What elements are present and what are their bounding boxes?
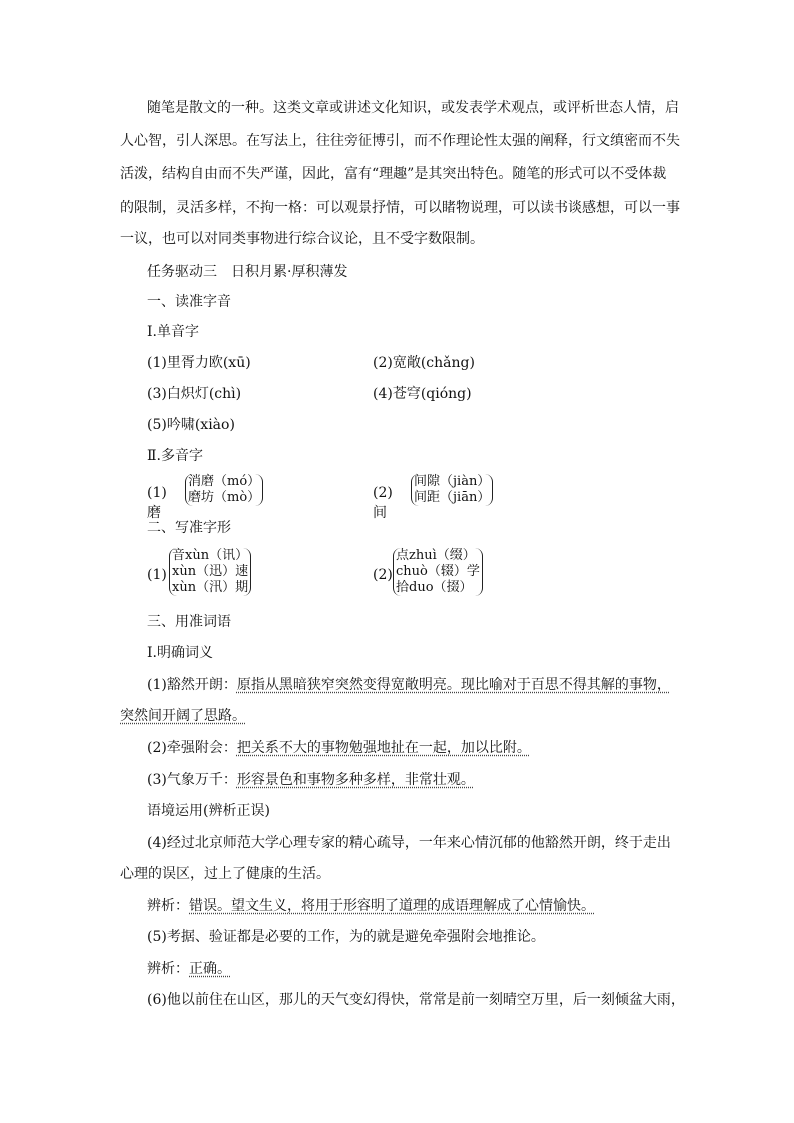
multi-reading-1-a: 消磨（mó） — [188, 474, 261, 489]
single-item-5: (5)吟啸(xiào) — [147, 417, 235, 433]
definition-3 — [147, 770, 475, 790]
intro-line-4: 的限制，灵活多样，不拘一格：可以观景抒情，可以睹物说理，可以读书谈感想，可以一事 — [120, 200, 680, 216]
answer-4 — [147, 896, 595, 916]
section-3-sub-meaning: Ⅰ.明确词义 — [147, 645, 213, 661]
definition-3-body: 形容景色和事物多种多样，非常壮观。 — [236, 772, 475, 788]
multi-reading-1-brace — [185, 474, 263, 506]
definition-2 — [147, 738, 531, 758]
single-item-2: (2)宽敞(chǎng) — [373, 355, 475, 371]
glyph-group-2-brace — [393, 548, 483, 596]
answer-4-label: 辨析： — [147, 898, 189, 914]
single-item-4: (4)苍穹(qióng) — [373, 386, 472, 402]
answer-4-body: 错误。望文生义，将用于形容明了道理的成语理解成了心情愉快。 — [189, 898, 595, 914]
section-2-title: 二、写准字形 — [147, 520, 231, 536]
definition-1-body: 原指从黑暗狭窄突然变得宽敞明亮。现比喻对于百思不得其解的事物， — [236, 677, 671, 693]
answer-5 — [147, 959, 231, 979]
single-item-1: (1)里胥力欧(xū) — [147, 355, 251, 371]
definition-1-body-cont: 突然间开阔了思路。 — [120, 708, 246, 724]
definition-1-term: (1)豁然开朗： — [147, 677, 237, 693]
multi-reading-2-brace — [411, 474, 493, 506]
multi-reading-2-a: 间隙（jiàn） — [414, 474, 491, 489]
intro-line-2: 人心智，引人深思。在写法上，往往旁征博引，而不作理论性太强的阐释，行文缜密而不失 — [120, 133, 680, 149]
multi-reading-2-label: (2)间 — [373, 485, 393, 521]
question-6: (6)他以前住在山区，那儿的天气变幻得快，常常是前一刻晴空万里，后一刻倾盆大雨， — [147, 992, 685, 1008]
glyph-group-1-label: (1) — [147, 567, 167, 583]
section-3-title: 三、用准词语 — [147, 614, 231, 630]
question-4-cont: 心理的误区，过上了健康的生活。 — [120, 866, 330, 882]
context-usage-title: 语境运用(辨析正误) — [147, 803, 270, 819]
glyph-group-1-brace — [169, 548, 251, 596]
intro-line-3: 活泼，结构自由而不失严谨，因此，富有“理趣”是其突出特色。随笔的形式可以不受体裁 — [120, 166, 667, 182]
multi-reading-1-b: 磨坊（mò） — [188, 490, 261, 505]
definition-1 — [147, 675, 671, 695]
intro-line-5: 一议，也可以对同类事物进行综合议论，且不受字数限制。 — [120, 231, 484, 247]
section-1-sub-single: Ⅰ.单音字 — [147, 324, 199, 340]
question-4: (4)经过北京师范大学心理专家的精心疏导，一年来心情沉郁的他豁然开朗，终于走出 — [147, 835, 671, 851]
glyph-group-2-c: 拾duo（掇） — [396, 580, 473, 595]
answer-5-body: 正确。 — [189, 961, 231, 977]
glyph-group-1-a: 音xùn（讯） — [172, 548, 249, 563]
intro-line-1: 随笔是散文的一种。这类文章或讲述文化知识，或发表学术观点，或评析世态人情，启 — [147, 100, 679, 116]
glyph-group-1-c: xùn（汛）期 — [172, 580, 249, 595]
question-5: (5)考据、验证都是必要的工作，为的就是避免牵强附会地推论。 — [147, 929, 545, 945]
section-1-title: 一、读准字音 — [147, 294, 231, 310]
section-1-sub-multi: Ⅱ.多音字 — [147, 448, 203, 464]
glyph-group-2-label: (2) — [373, 567, 393, 583]
glyph-group-1-b: xùn（迅）速 — [172, 564, 249, 579]
definition-2-body: 把关系不大的事物勉强地扯在一起，加以比附。 — [236, 740, 531, 756]
answer-5-label: 辨析： — [147, 961, 189, 977]
multi-reading-2-b: 间距（jiān） — [414, 490, 491, 505]
definition-3-term: (3)气象万千： — [147, 772, 237, 788]
task-title: 任务驱动三 日积月累·厚积薄发 — [147, 264, 348, 280]
definition-1-cont — [120, 706, 676, 726]
glyph-group-2-a: 点zhuì（缀） — [396, 548, 476, 563]
glyph-group-2-b: chuò（辍）学 — [396, 564, 480, 579]
definition-2-term: (2)牵强附会： — [147, 740, 237, 756]
single-item-3: (3)白炽灯(chì) — [147, 386, 242, 402]
multi-reading-1-label: (1)磨 — [147, 485, 167, 521]
